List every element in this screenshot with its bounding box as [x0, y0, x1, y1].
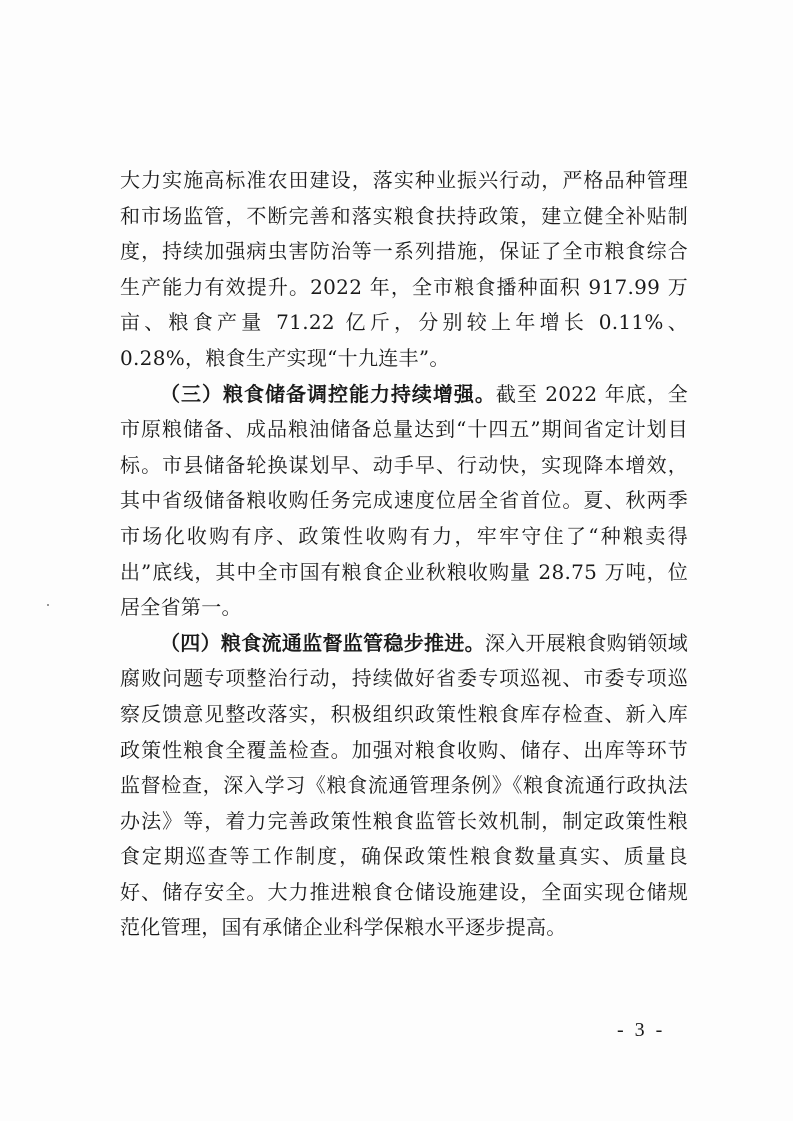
paragraph-continuation: [120, 163, 688, 377]
section-heading-four: （四）粮食流通监督监管稳步推进。: [160, 630, 485, 655]
paragraph-text: 深入开展粮食购销领域腐败问题专项整治行动，持续做好省委专项巡视、市委专项巡察反馈意见整改落实，积极组织政策性粮食库存检查、新入库政策性粮食全覆盖检查。加强对粮食收购、储存、出库等环节监督检查，深入学习《粮食流通管理条例》《粮食流通行政执法办法》等，着力完善政策性粮食监管长效机制，制定政策性粮食定期巡查等工作制度，确保政策性粮食数量真实、质量良好、储存安全。大力推进粮食仓储设施建设，全面实现仓储规范化管理，国有承储企业科学保粮水平逐步提高。: [120, 630, 688, 940]
section-heading-three: （三）粮食储备调控能力持续增强。: [160, 381, 496, 406]
paragraph-grain-supervision: [120, 626, 688, 946]
paragraph-text: 大力实施高标准农田建设，落实种业振兴行动，严格品种管理和市场监管，不断完善和落实粮食扶持政策，建立健全补贴制度，持续加强病虫害防治等一系列措施，保证了全市粮食综合生产能力有效提升。2022 年，全市粮食播种面积 917.99 万亩、粮食产量 71.22 亿斤，分别较上年增长 0.11%、0.28%，粮食生产实现“十九连丰”。: [120, 168, 688, 370]
body-text: [120, 163, 688, 946]
paragraph-text: 截至 2022 年底，全市原粮储备、成品粮油储备总量达到“十四五”期间省定计划目标。市县储备轮换谋划早、动手早、行动快，实现降本增效，其中省级储备粮收购任务完成速度位居全省首位。夏、秋两季市场化收购有序、政策性收购有力，牢牢守住了“种粮卖得出”底线，其中全市国有粮食企业秋粮收购量 28.75 万吨，位居全省第一。: [120, 381, 688, 620]
paragraph-grain-reserve: [120, 377, 688, 626]
scan-speck: [47, 604, 49, 606]
page-number: - 3 -: [617, 1019, 666, 1041]
